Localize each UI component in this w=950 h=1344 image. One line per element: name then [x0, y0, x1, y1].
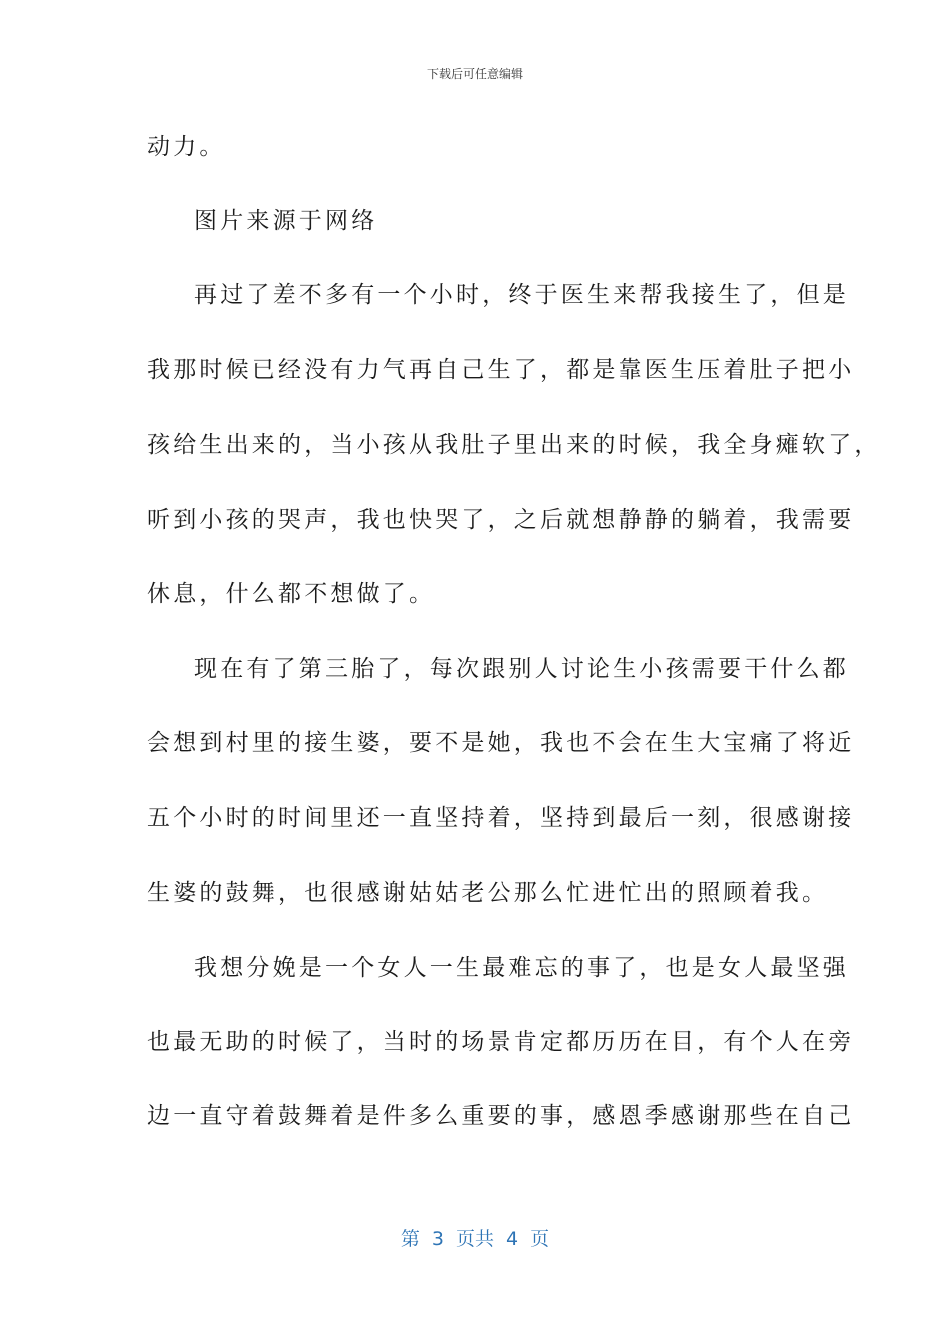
footer-current-page: 3: [431, 1228, 444, 1250]
footer-total-pages: 4: [506, 1228, 519, 1250]
body-line: 再过了差不多有一个小时，终于医生来帮我接生了，但是: [194, 282, 849, 308]
footer-middle: 页共: [455, 1228, 494, 1250]
body-line: 我想分娩是一个女人一生最难忘的事了，也是女人最坚强: [194, 955, 849, 981]
body-line: 会想到村里的接生婆，要不是她，我也不会在生大宝痛了将近: [147, 730, 855, 756]
page-header: 下载后可任意编辑: [426, 67, 523, 81]
body-line: 休息，什么都不想做了。: [147, 581, 436, 607]
body-line: 五个小时的时间里还一直坚持着，坚持到最后一刻，很感谢接: [147, 805, 855, 831]
body-line: 动力。: [147, 134, 226, 160]
body-line: 我那时候已经没有力气再自己生了，都是靠医生压着肚子把小: [147, 357, 855, 383]
body-line: 现在有了第三胎了，每次跟别人讨论生小孩需要干什么都: [194, 656, 849, 682]
body-line: 图片来源于网络: [194, 208, 378, 234]
page-number-footer: [0, 1226, 950, 1252]
body-line: 听到小孩的哭声，我也快哭了，之后就想静静的躺着，我需要: [147, 507, 855, 533]
body-line: 生婆的鼓舞，也很感谢姑姑老公那么忙进忙出的照顾着我。: [147, 880, 829, 906]
body-line: 边一直守着鼓舞着是件多么重要的事，感恩季感谢那些在自己: [147, 1103, 855, 1129]
footer-prefix: 第: [400, 1228, 420, 1250]
body-line: 孩给生出来的，当小孩从我肚子里出来的时候，我全身瘫软了，: [147, 432, 881, 458]
body-line: 也最无助的时候了，当时的场景肯定都历历在目，有个人在旁: [147, 1029, 855, 1055]
footer-suffix: 页: [530, 1228, 550, 1250]
